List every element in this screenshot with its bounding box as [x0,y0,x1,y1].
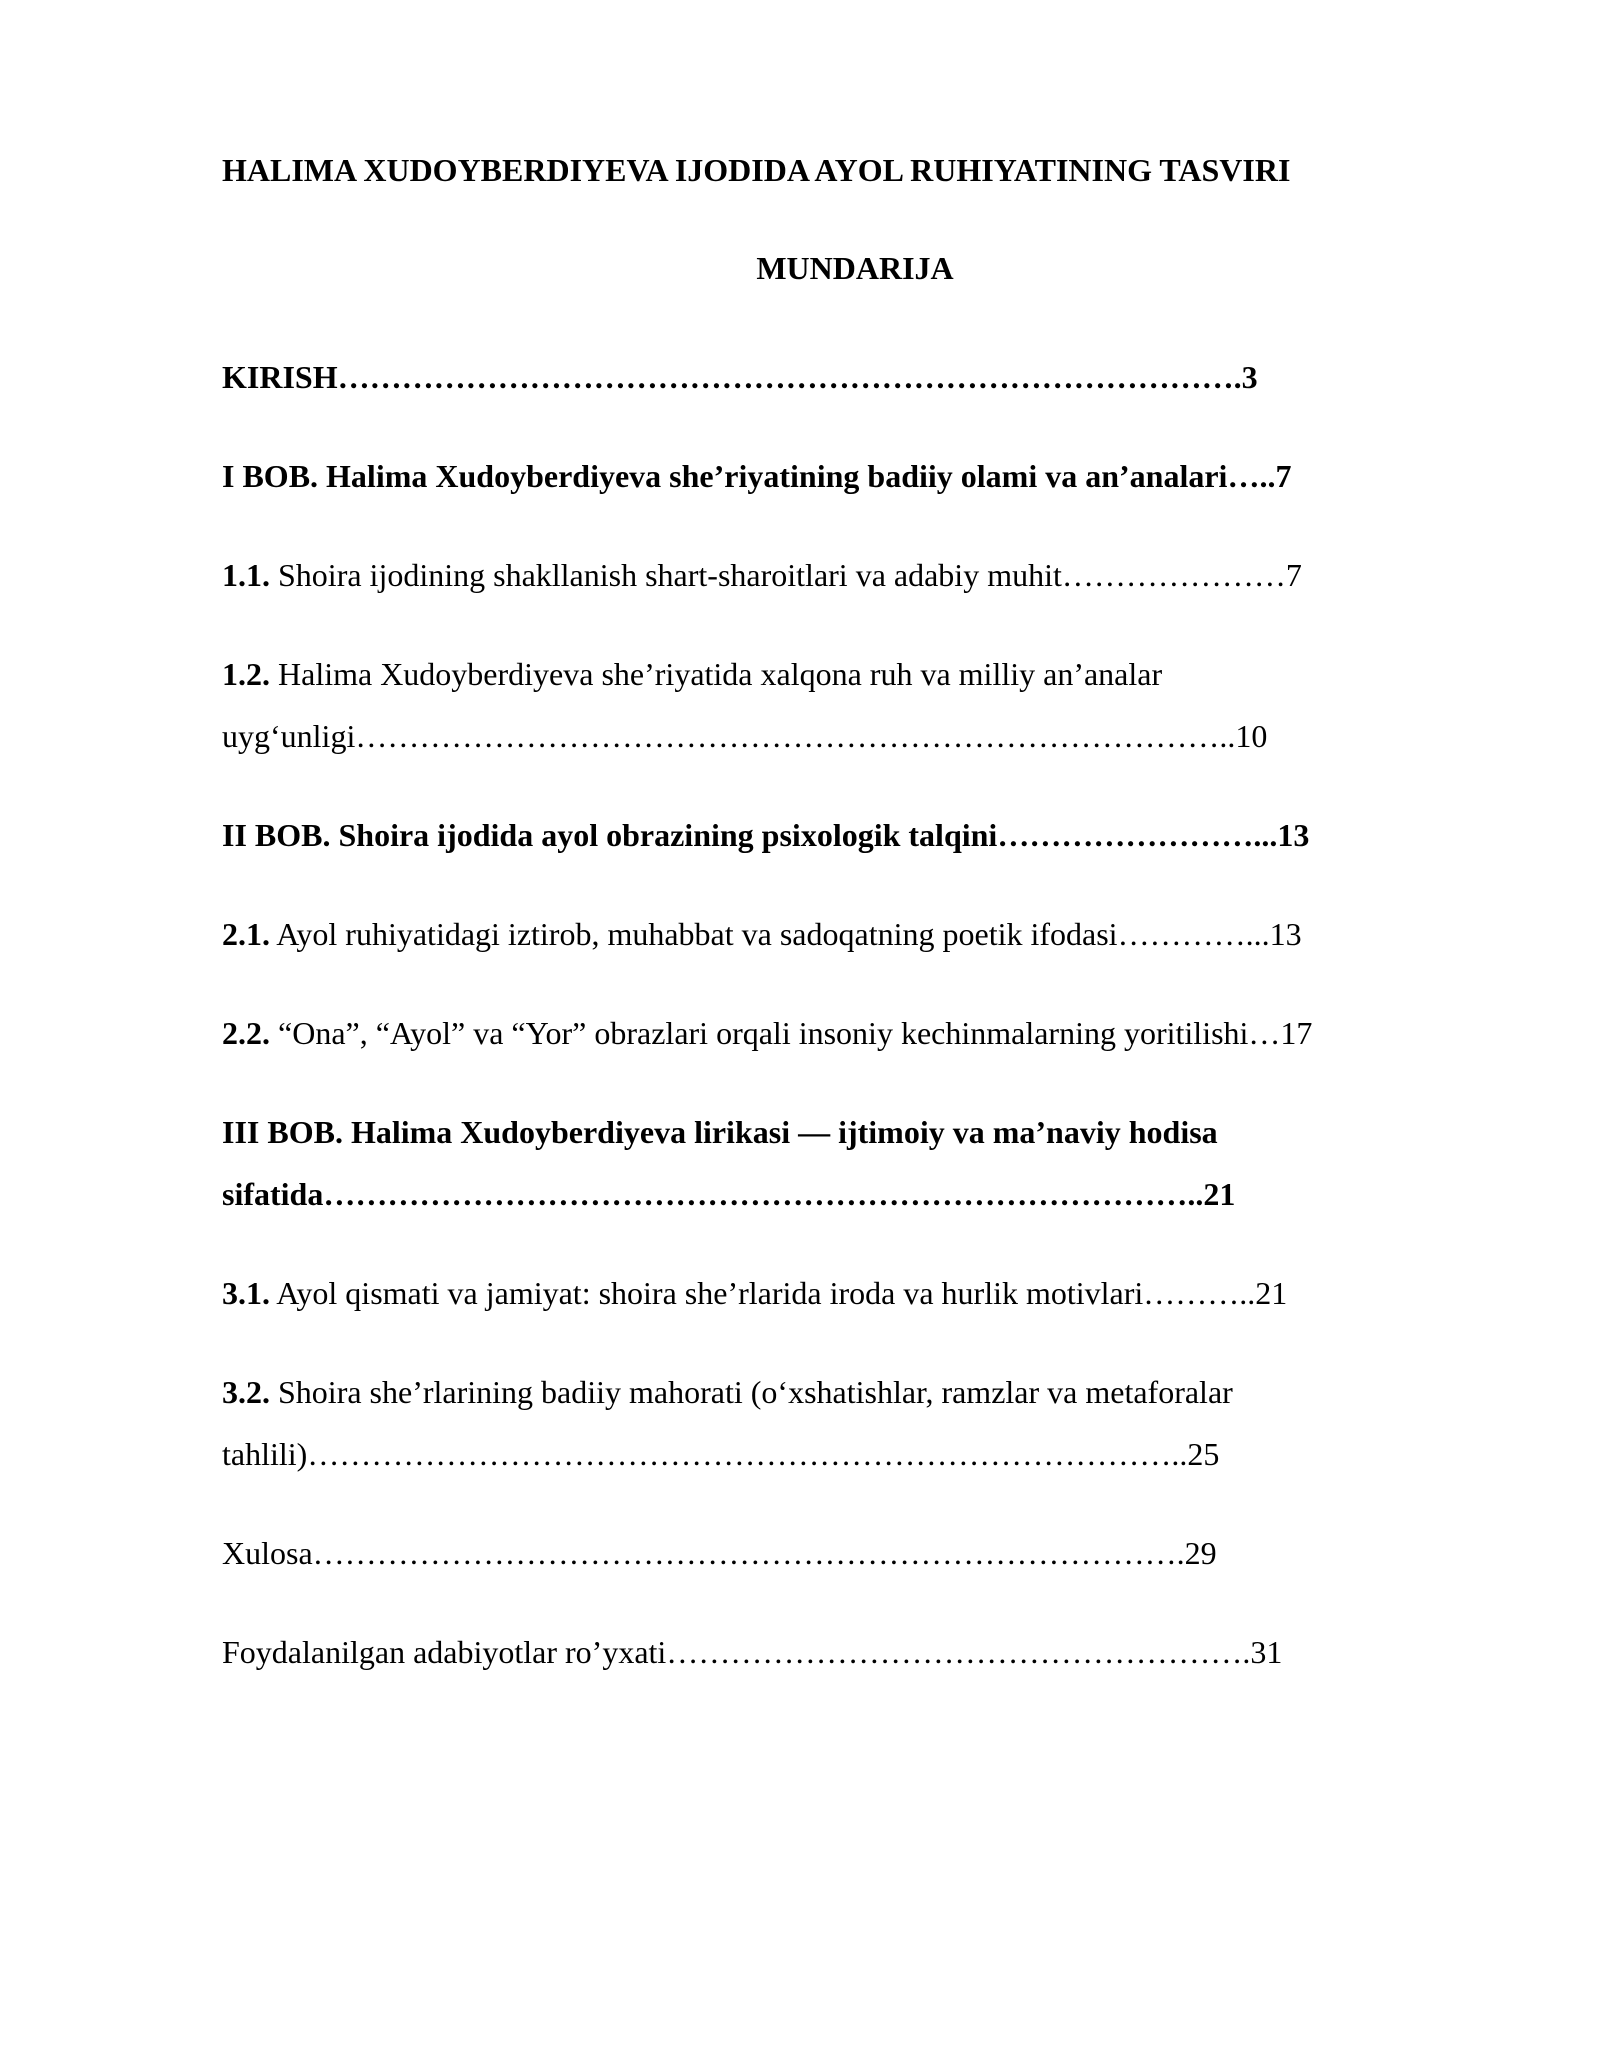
toc-entry-3-2 [222,1361,1492,1485]
toc-entry-text: I BOB. Halima Xudoyberdiyeva she’riyatining badiiy olami va an’analari…..7 [222,458,1292,494]
toc-entry-text: Foydalanilgan adabiyotlar ro’yxati……………………………………………….31 [222,1634,1283,1670]
toc-entry-3-1 [222,1262,1492,1324]
toc-entry-chapter-2 [222,804,1492,866]
toc-entry-text: Shoira she’rlarining badiiy mahorati (o‘xshatishlar, ramzlar va metaforalar tahlili)………………………………………………………………………..25 [222,1374,1241,1472]
toc-entry-1-1 [222,544,1492,606]
toc-entry-chapter-3 [222,1101,1492,1225]
table-of-contents [222,346,1492,1720]
toc-entry-text: III BOB. Halima Xudoyberdiyeva lirikasi — ijtimoiy va ma’naviy hodisa sifatida………………………………………………………………………..21 [222,1114,1236,1212]
toc-entry-text: KIRISH………………………………………………………………………….3 [222,359,1258,395]
toc-entry-text: Shoira ijodining shakllanish shart-sharoitlari va adabiy muhit…………………7 [270,557,1302,593]
toc-entry-2-2 [222,1002,1492,1064]
toc-entry-number: 3.2. [222,1374,270,1410]
toc-entry-text: Ayol ruhiyatidagi iztirob, muhabbat va sadoqatning poetik ifodasi…………...13 [270,916,1302,952]
toc-entry-1-2 [222,643,1492,767]
document-title: HALIMA XUDOYBERDIYEVA IJODIDA AYOL RUHIYATINING TASVIRI [222,152,1291,188]
toc-entry-number: 1.1. [222,557,270,593]
toc-entry-2-1 [222,903,1492,965]
toc-entry-number: 2.1. [222,916,270,952]
toc-entry-number: 3.1. [222,1275,270,1311]
toc-entry-text: “Ona”, “Ayol” va “Yor” obrazlari orqali insoniy kechinmalarning yoritilishi…17 [270,1015,1313,1051]
toc-entry-xulosa [222,1522,1492,1584]
toc-entry-text: Ayol qismati va jamiyat: shoira she’rlarida iroda va hurlik motivlari………..21 [270,1275,1288,1311]
toc-entry-adabiyotlar [222,1621,1492,1683]
toc-entry-text: Halima Xudoyberdiyeva she’riyatida xalqona ruh va milliy an’analar uyg‘unligi………………………………………………………………………..10 [222,656,1268,754]
toc-entry-number: 2.2. [222,1015,270,1051]
toc-entry-text: Xulosa……………………………………………………………………….29 [222,1535,1217,1571]
toc-entry-kirish [222,346,1492,408]
toc-heading: MUNDARIJA [756,250,954,286]
toc-entry-chapter-1 [222,445,1492,507]
toc-entry-text: II BOB. Shoira ijodida ayol obrazining psixologik talqini……………………...13 [222,817,1310,853]
toc-entry-number: 1.2. [222,656,270,692]
